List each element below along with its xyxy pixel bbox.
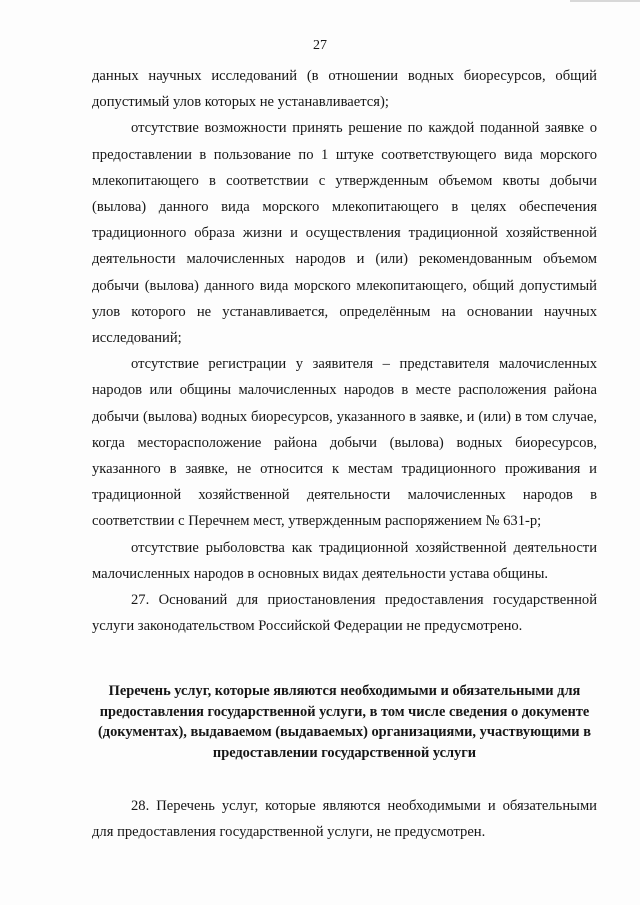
paragraph-registration-refusal: отсутствие регистрации у заявителя – представителя малочисленных народов или общины малочисленных народов в месте расположения района добычи (вылова) водных биоресурсов, указанного в заявке, и (или) в том случае, когда месторасположение района добычи (вылова) водных биоресурсов, указанного в заявке, не относится к местам традиционного проживания и традиционной хозяйственной деятельности малочисленных народов в соответствии с Перечнем мест, утвержденным распоряжением № 631-р; [92, 356, 597, 530]
page-number: 27 [313, 38, 327, 53]
document-body [92, 63, 597, 846]
scan-edge-artifact [570, 0, 640, 2]
paragraph-fishing-refusal: отсутствие рыболовства как традиционной хозяйственной деятельности малочисленных народов в основных видах деятельности устава общины. [92, 539, 597, 582]
paragraph-quota-refusal: отсутствие возможности принять решение по каждой поданной заявке о предоставлении в пользование по 1 штуке соответствующего вида морского млекопитающего в соответствии с утвержденным объемом квоты добычи (вылова) данного вида морского млекопитающего в целях обеспечения традиционного образа жизни и осуществления традиционной хозяйственной деятельности малочисленных народов и (или) рекомендованным объемом добычи (вылова) данного вида морского млекопитающего, общий допустимый улов которого не устанавливается, определённым на основании научных исследований; [92, 120, 597, 347]
paragraph-27: 27. Оснований для приостановления предоставления государственной услуги законодательством Российской Федерации не предусмотрено. [92, 592, 597, 635]
paragraph-continuation: данных научных исследований (в отношении водных биоресурсов, общий допустимый улов которых не устанавливается); [92, 68, 597, 111]
section-heading: Перечень услуг, которые являются необходимыми и обязательными для предоставления государственной услуги, в том числе сведения о документе (документах), выдаваемом (выдаваемых) организациями, участвующими в предоставлении государственной услуги [98, 683, 591, 761]
paragraph-28: 28. Перечень услуг, которые являются необходимыми и обязательными для предоставления государственной услуги, не предусмотрен. [92, 798, 597, 841]
